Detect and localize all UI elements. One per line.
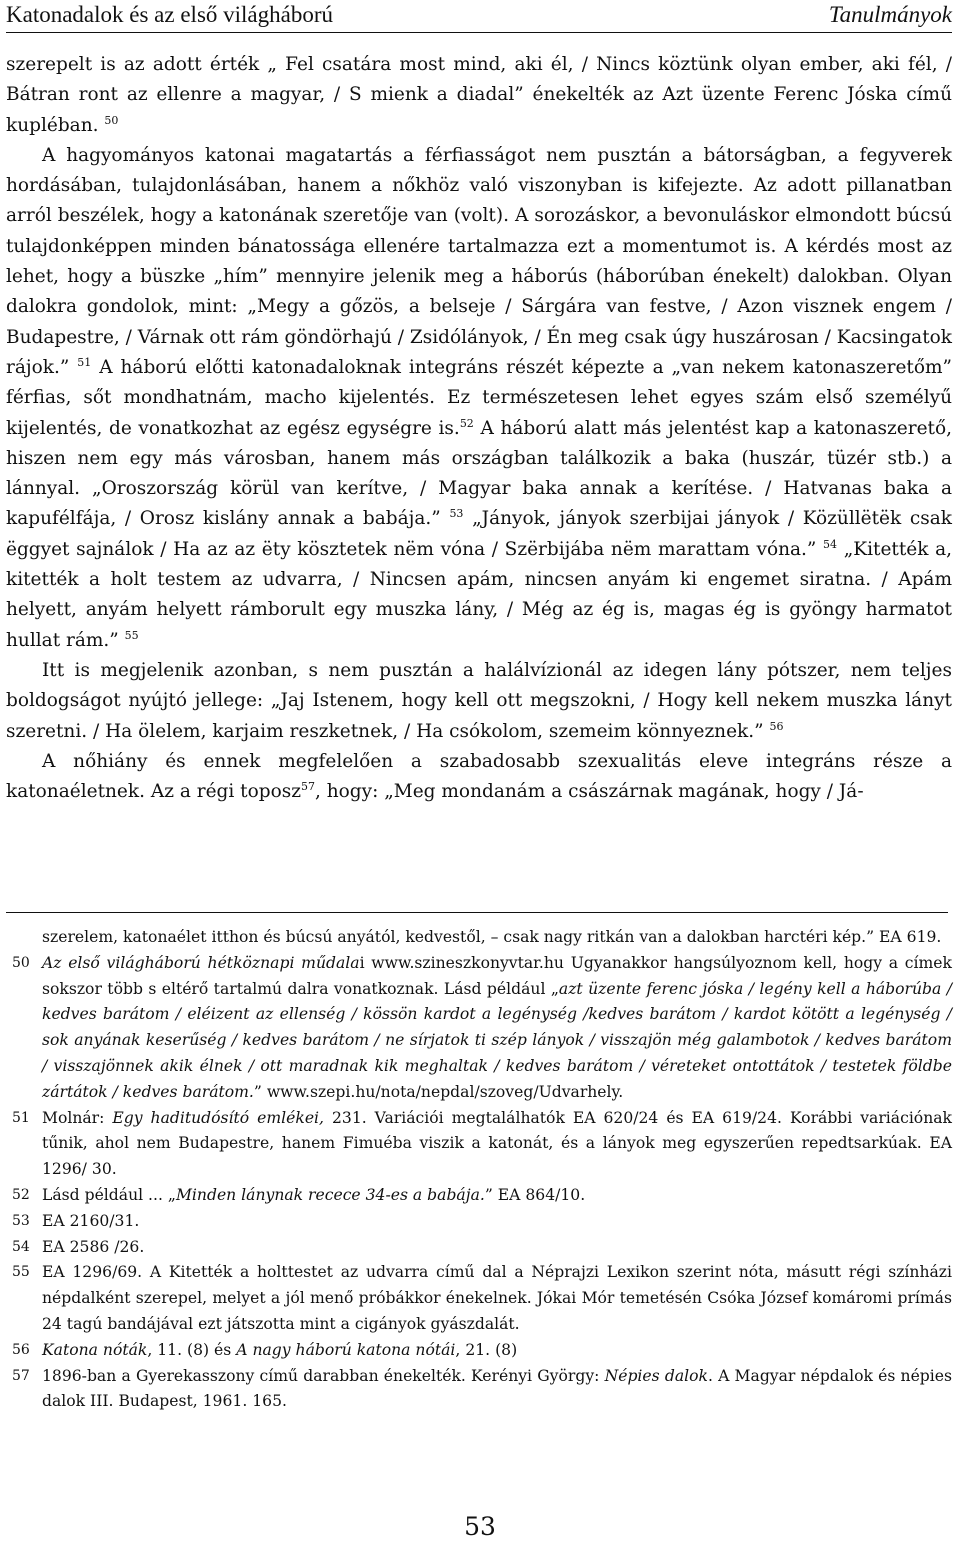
paragraph-4: A nőhiány és ennek megfelelően a szabadosabb szexualitás eleve integráns része a katonaéletnek. Az a régi toposz$^{57}$, hogy: „Meg mondanám a császárnak magának, hogy / Já- — [6, 750, 952, 803]
footnote-number: 56 — [12, 1341, 30, 1358]
footnote-51: 51 Molnár: Egy haditudósító emlékei, 231. Variációi megtalálhatók EA 620/24 és EA 619/24. Korábbi variációnak tűnik, ahol nem Budapestre, hanem Fimuéba viszik a katonát, és a lányok meg egyszerűen repedtsarkúak. EA 1296/ 30. — [0, 1106, 952, 1183]
main-text — [6, 50, 952, 807]
footnote-ref-51[interactable]: 51 — [77, 355, 92, 369]
footnote-number: 52 — [12, 1186, 30, 1203]
footnote-52: 52 Lásd például ... „Minden lánynak recece 34-es a babája.” EA 864/10. — [0, 1183, 952, 1209]
footnote-ref-50[interactable]: 50 — [104, 113, 119, 127]
footnote-57: 57 1896-ban a Gyerekasszony című darabban énekelték. Kerényi György: Népies dalok. A Magyar népdalok és népies dalok III. Budapest, 1961. 165. — [0, 1364, 952, 1416]
footnote-56: 56 Katona nóták, 11. (8) és A nagy háború katona nótái, 21. (8) — [0, 1338, 952, 1364]
footnotes — [0, 925, 952, 1415]
footnote-ref-57[interactable]: 57 — [300, 780, 315, 794]
footnote-ref-52[interactable]: 52 — [459, 416, 474, 430]
footnote-continuation: szerelem, katonaélet itthon és búcsú anyától, kedvestől, – csak nagy ritkán van a dalokban harctéri kép.” EA 619. — [42, 928, 942, 946]
footnote-separator — [6, 912, 948, 913]
page-number: 53 — [464, 1512, 496, 1541]
header-title: Katonadalok és az első világháború — [6, 2, 333, 27]
footnote-54: 54 EA 2586 /26. — [0, 1235, 952, 1261]
footnote-number: 57 — [12, 1367, 30, 1384]
header-section: Tanulmányok — [828, 2, 952, 27]
running-header — [6, 2, 952, 33]
footnote-ref-53[interactable]: 53 — [449, 507, 464, 521]
footnote-ref-54[interactable]: 54 — [823, 537, 838, 551]
footnote-number: 50 — [12, 954, 30, 971]
footnote-number: 54 — [12, 1238, 30, 1255]
footnote-number: 51 — [12, 1109, 30, 1126]
footnote-55: 55 EA 1296/69. A Kitették a holttestet az udvarra című dal a Néprajzi Lexikon szerint nóta, másutt régi színházi népdalként szerepel, melyet a jól menő próbákkor énekelnek. Jókai Mór temetésén Csóka József komáromi prímás 24 tagú bandájával ezt játszotta mint a cigányok gyászdalát. — [0, 1260, 952, 1337]
footnote-number: 55 — [12, 1264, 30, 1281]
paragraph-2: A hagyományos katonai magatartás a férfiasságot nem pusztán a bátorságban, a fegyverek hordásában, tulajdonlásában, hanem a nőkhöz való viszonyban is kifejezte. Az adott pillanatban arról beszélek, hogy a katonának szeretője van (volt). A sorozáskor, a bevonuláskor elmondott búcsú tulajdonképpen minden bánatossága ellenére tartalmazza ezt a momentumot is. A kérdés most az lehet, hogy a büszke „hím” mennyire jelenik meg a háborús (háborúban énekelt) dalokban. Olyan dalokra gondolok, mint: „Megy a gőzös, a belseje / Sárgára van festve, / Azon visznek engem / Budapestre, / Várnak ott rám göndörhajú / Zsidólányok, / Én meg csak úgy huszárosan / Kacsingatok rájok.” $^{51}$ A háború előtti katonadaloknak integráns részét képezte a „van nekem katonaszeretőm” férfias, sőt mondhatnám, macho kijelentés. Ez természetesen lehet egyes szám első személyű kijelentés, de vonatkozhat az egész egységre is.$^{52}$ A háború alatt más jelentést kap a katonaszerető, hiszen nem egy más városban, hanem más országban találkozik a baka (huszár, tüzér stb.) a lánnyal. „Oroszország körül van kerítve, / Magyar baka annak a kerítése. / Hatvanas baka a kapufélfája, / Orosz kislány annak a babája.” $^{53}$ „Jányok, jányok szerbijai jányok / Közüllëtëk csak ëggyet sajnálok / Ha az az ëty kösztetek nëm vóna / Szërbijába nëm marattam vóna.” $^{54}$ „Kitették a, kitették a holt testem az udvarra, / Nincsen apám, nincsen anyám ki engemet siratna. / Apám helyett, anyám helyett rámborult egy muszka lány, / Még az ég is, magas ég is gyöngy harmatot hullat rám.” $^{55}$ — [6, 144, 952, 651]
footnote-number: 53 — [12, 1212, 30, 1229]
footnote-ref-56[interactable]: 56 — [769, 719, 784, 733]
paragraph-1: szerepelt is az adott érték „ Fel csatára most mind, aki él, / Nincs köztünk olyan ember, aki fél, / Bátran ront az ellenre a magyar, / S mienk a diadal” énekelték az Azt üzente Ferenc Jóska című kupléban. $^{50}$ — [6, 54, 952, 136]
footnote-ref-55[interactable]: 55 — [124, 628, 139, 642]
footnote-53: 53 EA 2160/31. — [0, 1209, 952, 1235]
footnote-50: 50 Az első világháború hétköznapi műdalai www.szineszkonyvtar.hu Ugyanakkor hangsúlyoznom kell, hogy a címek sokszor több s eltérő tartalmú dalra vonatkoznak. Lásd például „azt üzente ferenc jóska / legény kell a háborúba / kedves barátom / eléizent az ellenség / kössön kardot a legénység /kedves barátom / kardot kötött a legénység / sok anyának keserűség / kedves barátom / ne sírjatok ti szép lányok / visszajön még galambotok / kedves barátom / visszajönnek akik élnek / ott maradnak kik meghaltak / kedves barátom / véreteket ontottátok / testetek földbe zártátok / kedves barátom.” www.szepi.hu/nota/nepdal/szoveg/Udvarhely. — [0, 951, 952, 1106]
paragraph-3: Itt is megjelenik azonban, s nem pusztán a halálvízionál az idegen lány pótszer, nem teljes boldogságot nyújtó jellege: „Jaj Istenem, hogy kell ott megszokni, / Hogy kell nekem muszka lányt szeretni. / Ha ölelem, karjaim reszketnek, / Ha csókolom, szemeim könnyeznek.” $^{56}$ — [6, 659, 952, 742]
